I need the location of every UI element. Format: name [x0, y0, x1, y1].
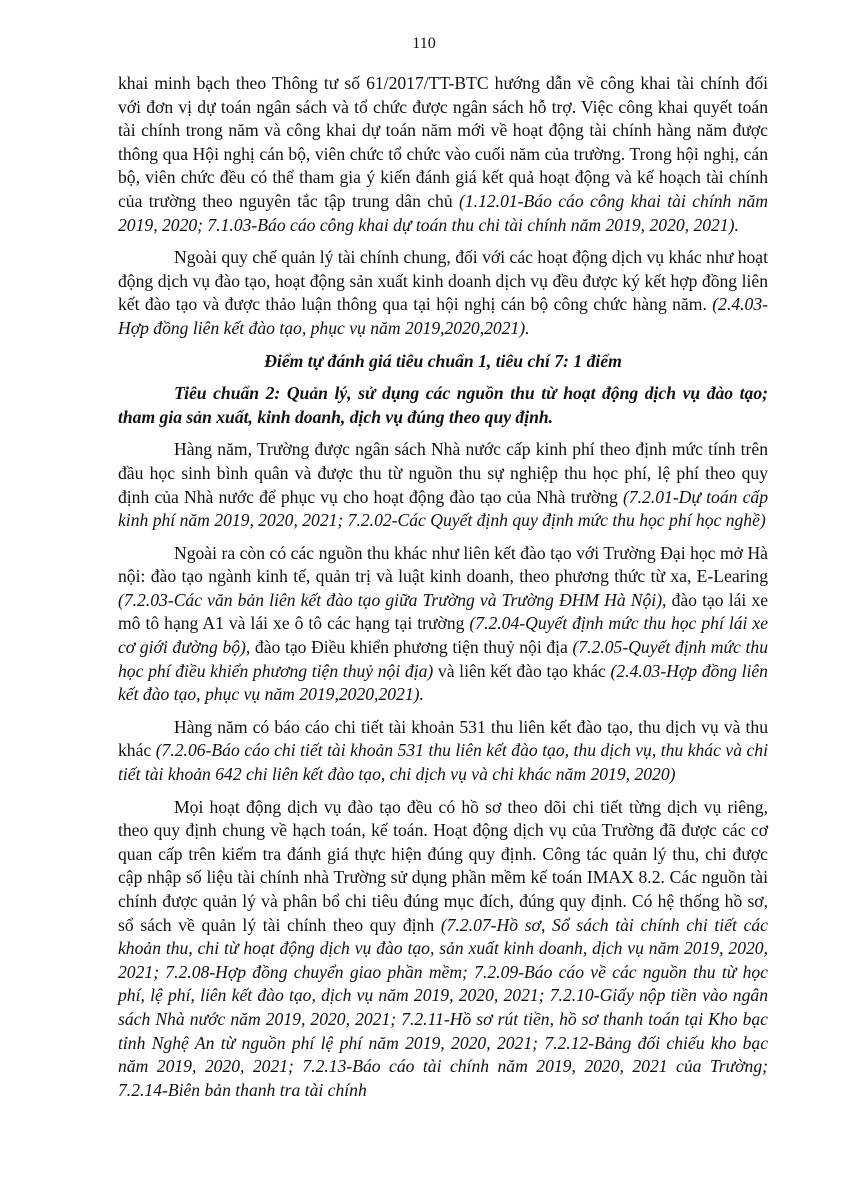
paragraph-text: Hàng năm có báo cáo chi tiết tài khoản 531 thu liên kết đào tạo, thu dịch vụ và thu khác: [118, 716, 768, 761]
body-paragraph: [118, 246, 768, 340]
page-number: 110: [412, 35, 436, 52]
evidence-citation: Điểm tự đánh giá tiêu chuẩn 1, tiêu chí 7: 1 điểm: [264, 350, 622, 371]
evidence-citation: (7.2.03-Các văn bản liên kết đào tạo giữa Trường và Trường ĐHM Hà Nội),: [118, 589, 667, 610]
paragraph-text: Ngoài quy chế quản lý tài chính chung, đối với các hoạt động dịch vụ khác như hoạt động dịch vụ đào tạo, hoạt động sản xuất kinh doanh dịch vụ đều được ký kết hợp đồng liên kết đào tạo và được thảo luận thông qua tại hội nghị cán bộ công chức hàng năm.: [118, 247, 768, 315]
evidence-citation: (7.2.06-Báo cáo chi tiết tài khoản 531 thu liên kết đào tạo, thu dịch vụ, thu khác và chi tiết tài khoản 642 chi liên kết đào tạo, chi dịch vụ và chi khác năm 2019, 2020): [118, 740, 768, 785]
paragraph-text: Ngoài ra còn có các nguồn thu khác như liên kết đào tạo với Trường Đại học mở Hà nội: đào tạo ngành kinh tế, quản trị và luật kinh doanh, theo phương thức từ xa, E-Learing: [118, 542, 768, 587]
paragraph-text: Mọi hoạt động dịch vụ đào tạo đều có hồ sơ theo dõi chi tiết từng dịch vụ riêng, theo quy định chung về hạch toán, kế toán. Hoạt động dịch vụ của Trường đã được các cơ quan cấp trên kiểm tra đánh giá thực hiện đúng quy định. Công tác quản lý thu, chi được cập nhập số liệu tài chính nhà Trường sử dụng phần mềm kế toán IMAX 8.2. Các nguồn tài chính được quản lý và phân bổ chi tiêu đúng mục đích, đúng quy định. Có hệ thống hồ sơ, sổ sách về quản lý tài chính theo quy định: [118, 796, 768, 935]
evidence-citation: (2.4.03-Hợp đồng liên kết đào tạo, phục vụ năm 2019,2020,2021).: [118, 660, 768, 705]
body-paragraph: [118, 438, 768, 532]
paragraph-text: đào tạo lái xe mô tô hạng A1 và lái xe ô tô các hạng tại trường: [118, 589, 769, 634]
evidence-citation: (7.2.01-Dự toán cấp kinh phí năm 2019, 2020, 2021; 7.2.02-Các Quyết định quy định mức thu học phí học nghề): [118, 486, 768, 531]
evidence-citation: (7.2.04-Quyết định mức thu học phí lái xe cơ giới đường bộ),: [118, 613, 768, 658]
evidence-citation: (7.2.07-Hồ sơ, Sổ sách tài chính chi tiết các khoản thu, chi từ hoạt động dịch vụ đào tạo, sản xuất kinh doanh, dịch vụ năm 2019, 2020, 2021; 7.2.08-Hợp đồng chuyển giao phần mềm; 7.2.09-Báo cáo về các nguồn thu từ học phí, lệ phí, liên kết đào tạo, dịch vụ năm 2019, 2020, 2021; 7.2.10-Giấy nộp tiền vào ngân sách Nhà nước năm 2019, 2020, 2021; 7.2.11-Hồ sơ rút tiền, hồ sơ thanh toán tại Kho bạc tỉnh Nghệ An từ nguồn phí lệ phí năm 2019, 2020, 2021; 7.2.12-Bảng đối chiếu kho bạc năm 2019, 2020, 2021; 7.2.13-Báo cáo tài chính năm 2019, 2020, 2021 của Trường; 7.2.14-Biên bản thanh tra tài chính: [118, 914, 768, 1100]
paragraph-text: khai minh bạch theo Thông tư số 61/2017/TT-BTC hướng dẫn về công khai tài chính đối với đơn vị dự toán ngân sách và tổ chức được ngân sách hỗ trợ. Việc công khai quyết toán tài chính trong năm và công khai dự toán năm mới về hoạt động tài chính hàng năm được thông qua Hội nghị cán bộ, viên chức tổ chức vào cuối năm của trường. Trong hội nghị, cán bộ, viên chức đều có thể tham gia ý kiến đánh giá kết quả hoạt động và kế hoạch tài chính của trường theo nguyên tắc tập trung dân chủ: [118, 73, 768, 211]
body-paragraph: [118, 716, 768, 787]
document-body: [118, 72, 768, 1102]
evidence-citation: (7.2.05-Quyết định mức thu học phí điều khiển phương tiện thuỷ nội địa): [118, 637, 768, 681]
paragraph-text: và liên kết đào tạo khác: [433, 660, 611, 681]
evidence-citation: Tiêu chuẩn 2: Quản lý, sử dụng các nguồn thu từ hoạt động dịch vụ đào tạo; tham gia sản xuất, kinh doanh, dịch vụ đúng theo quy định.: [118, 383, 768, 427]
paragraph-text: đào tạo Điều khiển phương tiện thuỷ nội địa: [250, 637, 573, 658]
evidence-citation: (1.12.01-Báo cáo công khai tài chính năm 2019, 2020; 7.1.03-Báo cáo công khai dự toán thu chi tài chính năm 2019, 2020, 2021).: [118, 190, 768, 235]
evidence-citation: (2.4.03-Hợp đồng liên kết đào tạo, phục vụ năm 2019,2020,2021).: [118, 294, 768, 338]
standard-heading: [118, 382, 768, 429]
body-paragraph: [118, 72, 768, 237]
paragraph-text: Hàng năm, Trường được ngân sách Nhà nước cấp kinh phí theo định mức tính trên đầu học sinh bình quân và được thu từ nguồn thu sự nghiệp thu học phí, lệ phí theo quy định của Nhà nước để phục vụ cho hoạt động đào tạo của Nhà trường: [118, 439, 768, 507]
section-score-heading: [118, 350, 768, 374]
body-paragraph: [118, 542, 768, 707]
body-paragraph: [118, 796, 768, 1103]
